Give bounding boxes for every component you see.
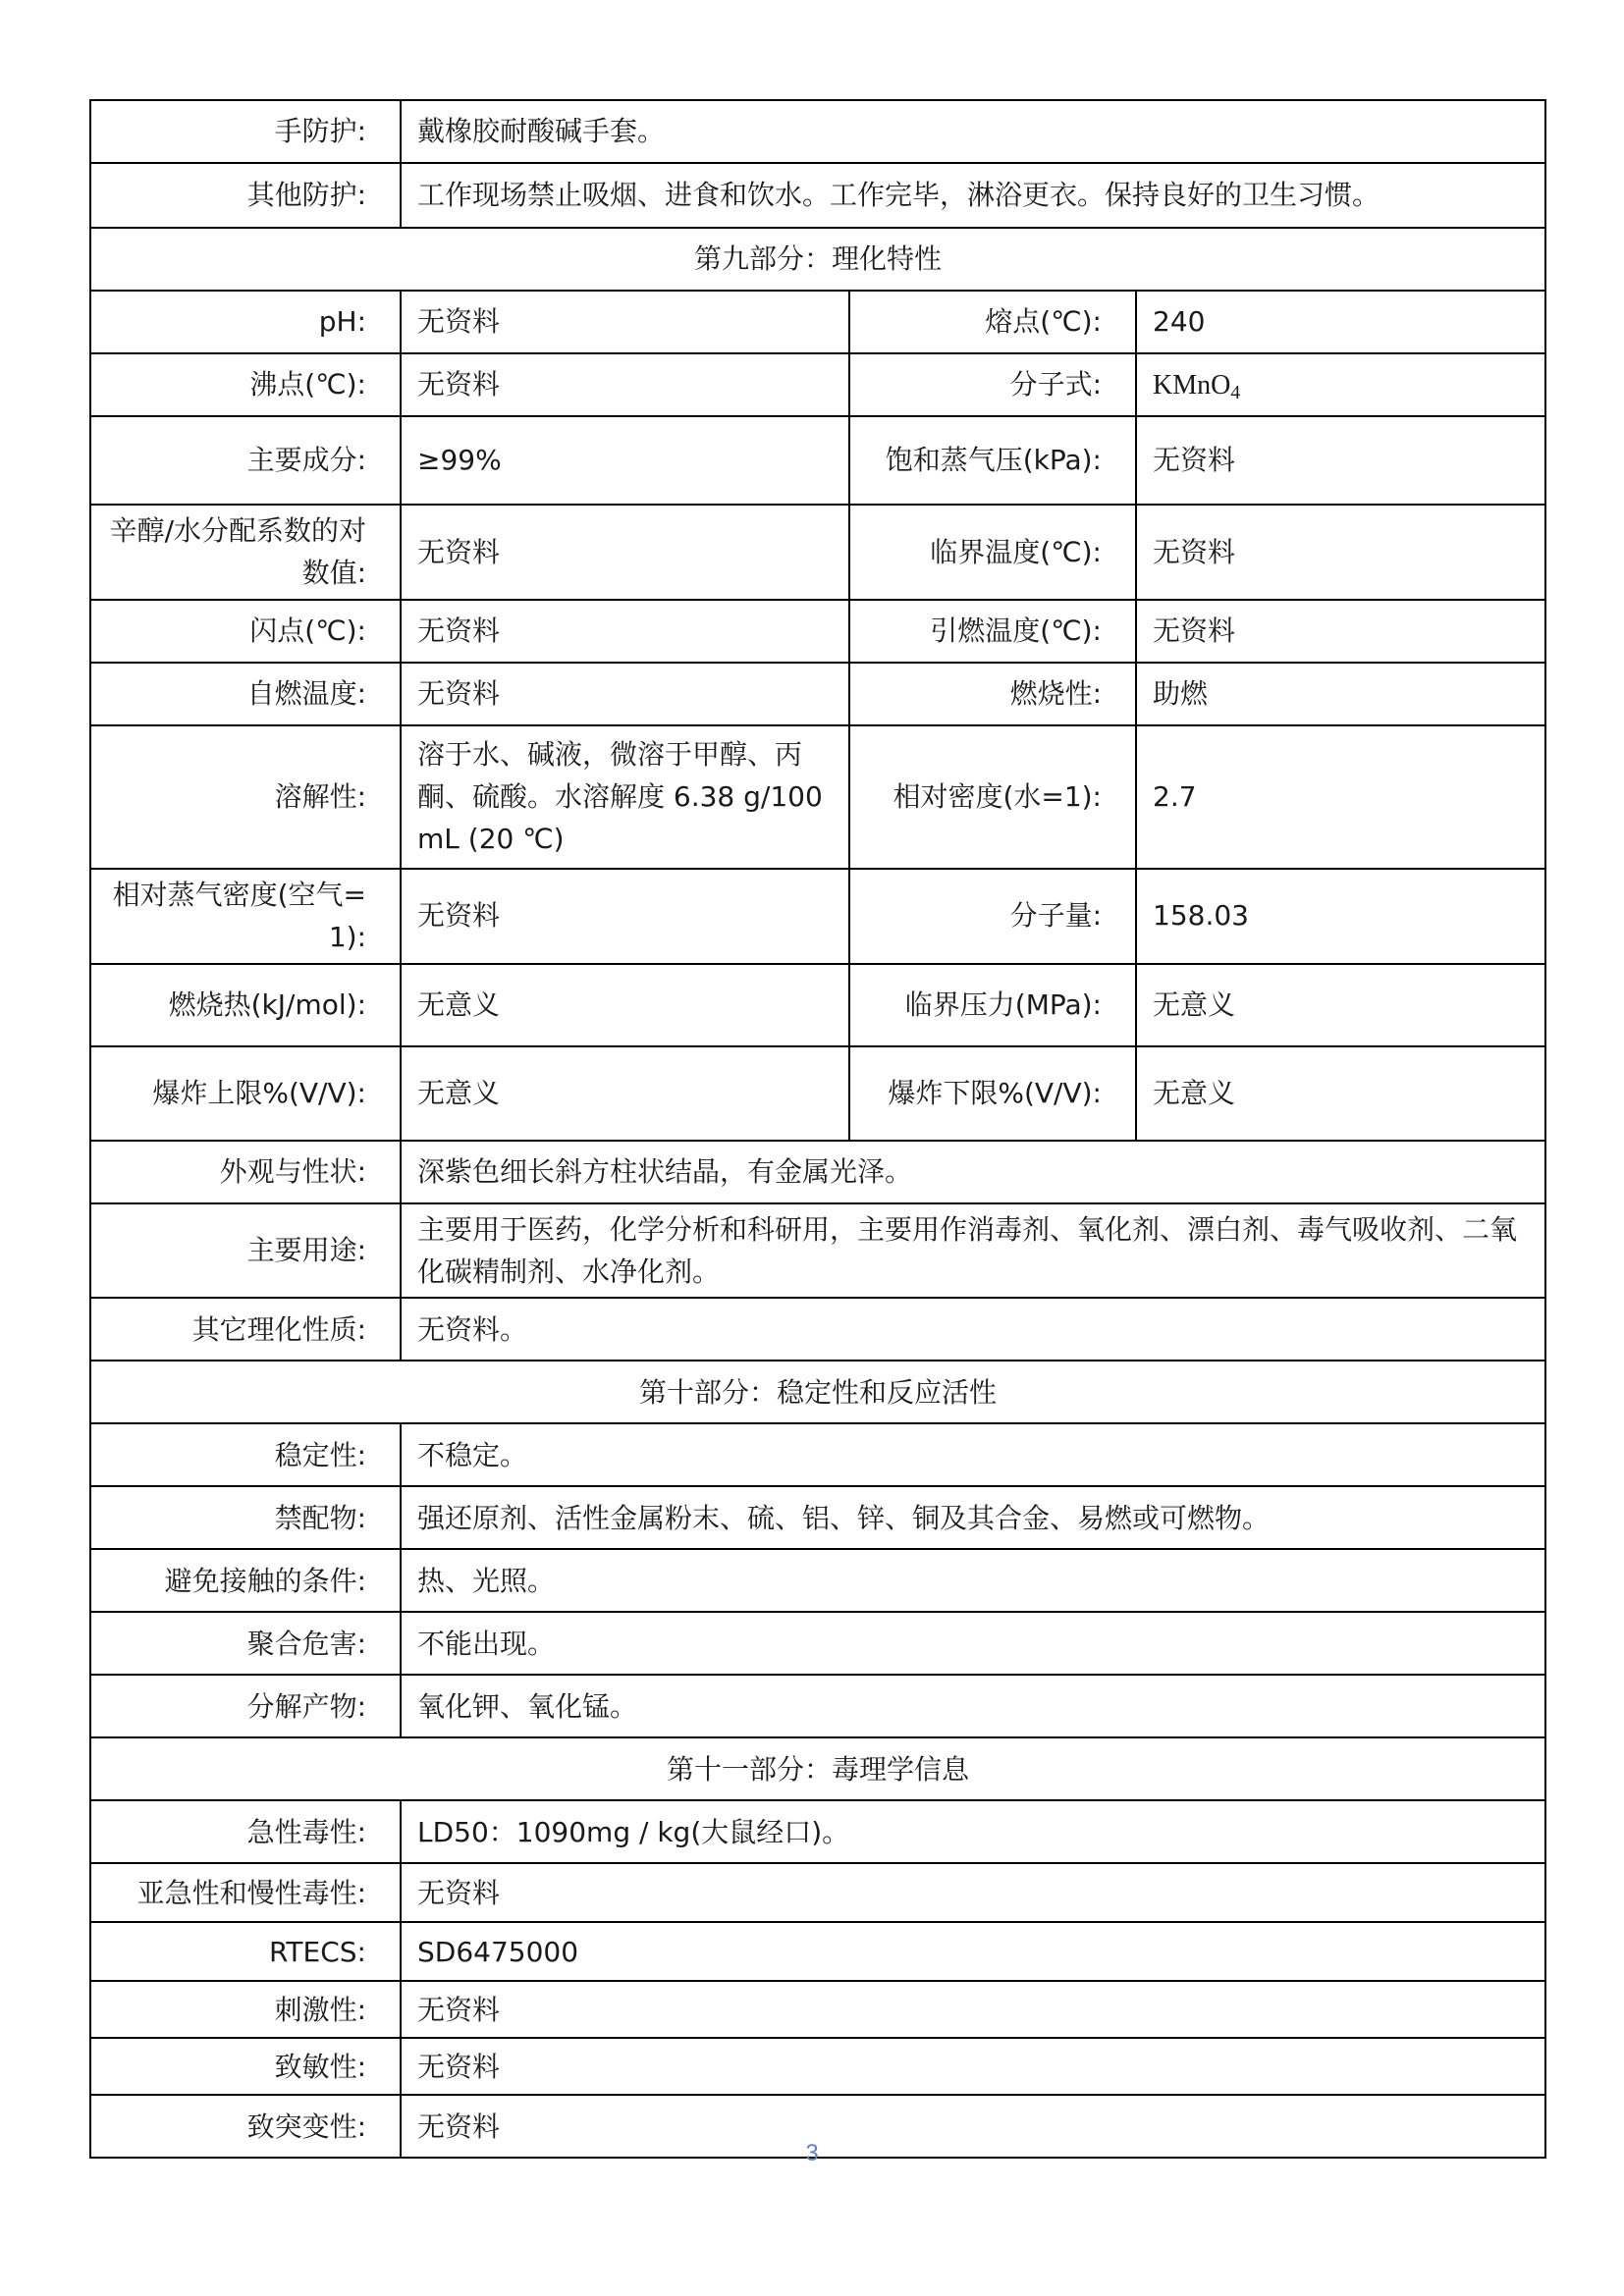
field-value: 无资料 bbox=[401, 600, 849, 663]
field-label: 相对蒸气密度(空气=1): bbox=[90, 869, 401, 964]
field-label: 燃烧热(kJ/mol): bbox=[90, 964, 401, 1046]
table-row bbox=[90, 663, 1545, 725]
field-label: 熔点(℃): bbox=[849, 291, 1136, 353]
field-label: 爆炸下限%(V/V): bbox=[849, 1046, 1136, 1141]
field-value: 溶于水、碱液，微溶于甲醇、丙酮、硫酸。水溶解度 6.38 g/100 mL (20 ℃) bbox=[401, 725, 849, 869]
field-value: 无意义 bbox=[1136, 1046, 1545, 1141]
molecular-formula bbox=[1136, 353, 1545, 416]
formula-subscript: 4 bbox=[1230, 382, 1241, 403]
field-label: 分子式: bbox=[849, 353, 1136, 416]
section-header-row bbox=[90, 1737, 1545, 1800]
field-value: 无资料 bbox=[401, 663, 849, 725]
table-row bbox=[90, 1549, 1545, 1612]
field-value: ≥99% bbox=[401, 416, 849, 505]
table-row bbox=[90, 2038, 1545, 2095]
field-value: 热、光照。 bbox=[401, 1549, 1545, 1612]
table-row bbox=[90, 1675, 1545, 1737]
field-value: 工作现场禁止吸烟、进食和饮水。工作完毕，淋浴更衣。保持良好的卫生习惯。 bbox=[401, 163, 1545, 228]
field-label: 致敏性: bbox=[90, 2038, 401, 2095]
field-label: 刺激性: bbox=[90, 1981, 401, 2038]
table-row bbox=[90, 505, 1545, 600]
field-label: 溶解性: bbox=[90, 725, 401, 869]
field-label: pH: bbox=[90, 291, 401, 353]
field-value: 无资料 bbox=[1136, 505, 1545, 600]
table-row bbox=[90, 1863, 1545, 1922]
section-header-row bbox=[90, 1361, 1545, 1423]
field-value: 无资料 bbox=[401, 291, 849, 353]
field-label: 临界温度(℃): bbox=[849, 505, 1136, 600]
field-value: 无资料。 bbox=[401, 1298, 1545, 1361]
section-title: 第十一部分：毒理学信息 bbox=[90, 1737, 1545, 1800]
field-label: 辛醇/水分配系数的对数值: bbox=[90, 505, 401, 600]
field-value: 无资料 bbox=[401, 2095, 1545, 2158]
field-label: 手防护: bbox=[90, 100, 401, 163]
field-label: 聚合危害: bbox=[90, 1612, 401, 1675]
section-title: 第十部分：稳定性和反应活性 bbox=[90, 1361, 1545, 1423]
table-row bbox=[90, 725, 1545, 869]
field-value: 2.7 bbox=[1136, 725, 1545, 869]
table-row bbox=[90, 1922, 1545, 1981]
field-value: 戴橡胶耐酸碱手套。 bbox=[401, 100, 1545, 163]
table-row bbox=[90, 291, 1545, 353]
formula-main: KMnO bbox=[1153, 369, 1231, 400]
field-label: 饱和蒸气压(kPa): bbox=[849, 416, 1136, 505]
table-row bbox=[90, 1800, 1545, 1863]
field-label: 亚急性和慢性毒性: bbox=[90, 1863, 401, 1922]
field-label: 自燃温度: bbox=[90, 663, 401, 725]
field-label: 闪点(℃): bbox=[90, 600, 401, 663]
field-value: 无资料 bbox=[1136, 416, 1545, 505]
field-value: 无资料 bbox=[401, 505, 849, 600]
field-label: 稳定性: bbox=[90, 1423, 401, 1486]
table-row bbox=[90, 1141, 1545, 1203]
field-label: 相对密度(水=1): bbox=[849, 725, 1136, 869]
table-row bbox=[90, 869, 1545, 964]
field-label: 临界压力(MPa): bbox=[849, 964, 1136, 1046]
field-value: 无资料 bbox=[1136, 600, 1545, 663]
field-label: 避免接触的条件: bbox=[90, 1549, 401, 1612]
field-value: 158.03 bbox=[1136, 869, 1545, 964]
field-value: 无资料 bbox=[401, 869, 849, 964]
field-value: 无资料 bbox=[401, 1981, 1545, 2038]
field-label: 引燃温度(℃): bbox=[849, 600, 1136, 663]
msds-table bbox=[89, 99, 1546, 2159]
field-label: 外观与性状: bbox=[90, 1141, 401, 1203]
field-value: 不能出现。 bbox=[401, 1612, 1545, 1675]
field-label: 其它理化性质: bbox=[90, 1298, 401, 1361]
field-value: 氧化钾、氧化锰。 bbox=[401, 1675, 1545, 1737]
page-number: 3 bbox=[805, 2140, 819, 2166]
table-row bbox=[90, 1612, 1545, 1675]
table-row bbox=[90, 964, 1545, 1046]
field-label: 主要成分: bbox=[90, 416, 401, 505]
field-label: 其他防护: bbox=[90, 163, 401, 228]
field-value: LD50：1090mg / kg(大鼠经口)。 bbox=[401, 1800, 1545, 1863]
table-row bbox=[90, 353, 1545, 416]
field-value: 深紫色细长斜方柱状结晶，有金属光泽。 bbox=[401, 1141, 1545, 1203]
section-title: 第九部分：理化特性 bbox=[90, 228, 1545, 291]
table-row bbox=[90, 1486, 1545, 1549]
table-row bbox=[90, 416, 1545, 505]
field-value: 240 bbox=[1136, 291, 1545, 353]
table-row bbox=[90, 163, 1545, 228]
field-value: 无意义 bbox=[401, 964, 849, 1046]
field-value: 无意义 bbox=[1136, 964, 1545, 1046]
field-value: 无资料 bbox=[401, 2038, 1545, 2095]
table-row bbox=[90, 600, 1545, 663]
field-value: 强还原剂、活性金属粉末、硫、铝、锌、铜及其合金、易燃或可燃物。 bbox=[401, 1486, 1545, 1549]
table-row bbox=[90, 1298, 1545, 1361]
field-value: SD6475000 bbox=[401, 1922, 1545, 1981]
field-label: 主要用途: bbox=[90, 1203, 401, 1299]
table-row bbox=[90, 1203, 1545, 1299]
table-row bbox=[90, 1046, 1545, 1141]
field-label: 沸点(℃): bbox=[90, 353, 401, 416]
table-row bbox=[90, 100, 1545, 163]
table-row bbox=[90, 1981, 1545, 2038]
field-label: 分子量: bbox=[849, 869, 1136, 964]
field-label: 爆炸上限%(V/V): bbox=[90, 1046, 401, 1141]
field-label: 燃烧性: bbox=[849, 663, 1136, 725]
field-value: 助燃 bbox=[1136, 663, 1545, 725]
field-value: 无资料 bbox=[401, 353, 849, 416]
field-value: 不稳定。 bbox=[401, 1423, 1545, 1486]
field-label: 分解产物: bbox=[90, 1675, 401, 1737]
field-label: 禁配物: bbox=[90, 1486, 401, 1549]
field-value: 无资料 bbox=[401, 1863, 1545, 1922]
field-value: 无意义 bbox=[401, 1046, 849, 1141]
field-label: RTECS: bbox=[90, 1922, 401, 1981]
field-label: 急性毒性: bbox=[90, 1800, 401, 1863]
field-value: 主要用于医药，化学分析和科研用，主要用作消毒剂、氧化剂、漂白剂、毒气吸收剂、二氧化碳精制剂、水净化剂。 bbox=[401, 1203, 1545, 1299]
table-row bbox=[90, 1423, 1545, 1486]
section-header-row bbox=[90, 228, 1545, 291]
field-label: 致突变性: bbox=[90, 2095, 401, 2158]
